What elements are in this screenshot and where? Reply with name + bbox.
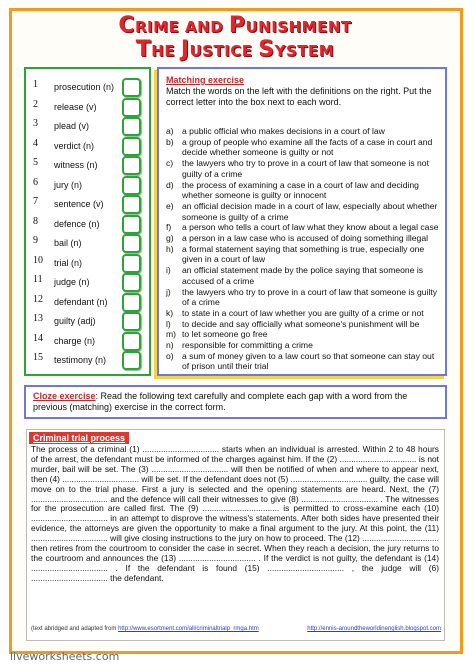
word-label: release (v) — [54, 101, 97, 112]
definition-text: the lawyers who try to prove in a court of law that someone is not guilty of a crime — [182, 158, 429, 179]
word-number: 5 — [33, 157, 38, 168]
word-number: 8 — [33, 215, 38, 227]
word-row — [26, 136, 149, 156]
definition-letter: k) — [166, 307, 174, 318]
title-l2-c: J — [180, 37, 190, 62]
definition-text: a formal statement saying that something is true, especially one given in a court of law — [182, 243, 425, 265]
word-row — [26, 272, 149, 292]
answer-box[interactable] — [122, 215, 141, 234]
trial-paragraph: The process of a criminal (1) ................................. starts when an individual is arrested. Within 2 to 48 hours of the arrest, the defendant must be informed of the charges against him. If the (2) ................................. is not murder, bail will be set. The (3) ................................. will then be notified of when and where to appear next, then (4) ................................. will be set. If the defendant does not (5) ................................. guilty, the case will move on to the trial phase. First a jury is selected and the opening statements are heard. Next, the (7) ................................. and the defence will call their witnesses to give (8) ................................. . The witnesses for the prosecution are called first. The (9) ................................. is permitted to cross-examine each (10) ................................. in an attempt to disprove the witness's statements. After both sides have presented their evidence, the attorneys are given the opportunity to make a final argument to the jury. At this point, the (11) ................................. will give closing instructions to the jury on how to proceed. The (12) ................................. then retires from the courtroom to consider the case in secret. When they reach a decision, the jury returns to the courtroom and announces the (13) ................................. . If the verdict is not guilty, the defendant is (14) ................................. . If the defendant is found (15) ................................. , the judge will (6) ................................. the defendant. — [31, 444, 439, 583]
word-label: testimony (n) — [54, 355, 107, 365]
definition-text: a group of people who examine all the facts of a case in court and decide whether someone is guilty or not — [182, 136, 433, 158]
answer-box[interactable] — [122, 351, 141, 370]
cloze-panel — [24, 385, 447, 419]
site-watermark: liveworksheets.com — [10, 650, 120, 663]
definition-text: a public official who makes decisions in a court of law — [182, 126, 385, 136]
matching-panel — [157, 67, 447, 376]
definition-letter: c) — [166, 158, 174, 169]
word-number: 1 — [33, 79, 38, 90]
word-row — [26, 331, 149, 351]
definition-text: a person who tells a court of law what they know about a legal case — [182, 222, 439, 233]
title-l1-b: RIME AND — [135, 18, 229, 36]
answer-box[interactable] — [122, 254, 141, 273]
definition-item — [166, 137, 442, 158]
title-l1-d: UNISHMENT — [245, 18, 352, 36]
definition-letter: b) — [166, 136, 174, 147]
word-row — [26, 292, 149, 312]
credit-prefix: (text abridged and adapted from — [31, 626, 117, 632]
definition-text: an official decision made in a court of law, especially about whether someone is guilty of a crime — [182, 200, 438, 222]
definition-item — [166, 329, 442, 340]
cloze-heading: Cloze exercise — [33, 391, 96, 401]
title-l2-d: USTICE — [189, 42, 259, 60]
answer-box[interactable] — [122, 156, 141, 175]
definition-text: to let someone go free — [182, 329, 268, 340]
definition-item — [166, 158, 442, 179]
definition-item — [166, 287, 442, 308]
word-number: 9 — [33, 235, 38, 246]
word-row — [26, 175, 149, 195]
word-number: 12 — [33, 293, 43, 305]
definition-letter: g) — [166, 233, 174, 244]
definition-item — [166, 340, 442, 351]
word-number: 7 — [33, 196, 38, 207]
word-list — [24, 67, 151, 376]
definition-text: an official statement made by the police saying that someone is accused of a crime — [182, 265, 424, 286]
word-label: jury (n) — [54, 179, 83, 190]
word-number: 13 — [33, 313, 43, 324]
definition-item — [166, 222, 442, 233]
word-label: defendant (n) — [54, 296, 108, 307]
title-l1-a: C — [118, 13, 135, 38]
answer-box[interactable] — [122, 312, 141, 331]
word-number: 3 — [33, 118, 38, 129]
definition-item — [166, 244, 442, 265]
definition-item — [166, 319, 442, 330]
definition-item — [166, 180, 442, 201]
definition-item — [166, 265, 442, 286]
word-row — [26, 311, 149, 331]
answer-box[interactable] — [122, 117, 141, 136]
definition-letter: a) — [166, 126, 174, 136]
answer-box[interactable] — [122, 234, 141, 253]
word-row — [26, 97, 149, 117]
word-label: verdict (n) — [54, 140, 95, 151]
definition-letter: m) — [166, 329, 177, 340]
definition-text: to decide and say officially what someone's punishment will be — [182, 318, 420, 329]
answer-box[interactable] — [122, 273, 141, 292]
definition-item — [166, 308, 442, 319]
definition-letter: n) — [166, 340, 174, 351]
word-number: 6 — [33, 176, 38, 188]
definition-item — [166, 233, 442, 244]
answer-box[interactable] — [122, 78, 141, 97]
definition-letter: d) — [166, 179, 174, 190]
word-row — [26, 214, 149, 234]
word-label: bail (n) — [54, 238, 82, 248]
credit-link-2[interactable]: http://ennis-aroundtheworldinenglish.blogspot.com — [307, 626, 441, 632]
definition-letter: j) — [166, 286, 171, 297]
word-number: 10 — [33, 254, 43, 266]
word-row — [26, 350, 149, 370]
definition-letter: e) — [166, 200, 174, 211]
trial-panel — [26, 429, 445, 641]
word-label: charge (n) — [54, 335, 96, 346]
word-number: 14 — [33, 332, 43, 344]
word-number: 11 — [33, 274, 43, 285]
word-row — [26, 77, 149, 97]
answer-box[interactable] — [122, 195, 141, 214]
title-l2-a: T — [135, 37, 152, 62]
definition-item — [166, 126, 442, 137]
word-number: 4 — [33, 137, 38, 149]
word-label: trial (n) — [54, 257, 83, 268]
title-l1-c: P — [228, 13, 246, 38]
definition-text: the process of examining a case in a court of law and deciding whether someone is guilty or innocent — [182, 179, 419, 201]
definition-item — [166, 351, 442, 372]
definition-letter: o) — [166, 350, 174, 361]
title-line-2 — [20, 38, 450, 63]
cloze-instructions — [33, 391, 438, 413]
word-row — [26, 155, 149, 175]
title-l2-f: YSTEM — [274, 42, 335, 60]
title-l2-b: HE — [151, 42, 181, 60]
word-row — [26, 194, 149, 214]
word-row — [26, 116, 149, 136]
definition-text: responsible for committing a crime — [182, 340, 313, 351]
title-line-1 — [20, 14, 450, 39]
word-label: prosecution (n) — [54, 82, 115, 92]
word-row — [26, 233, 149, 253]
definition-text: the lawyers who try to prove in a court of law that someone is guilty of a crime — [182, 286, 438, 308]
title-l2-e: S — [258, 37, 275, 62]
word-label: guilty (adj) — [54, 316, 96, 326]
word-label: defence (n) — [54, 218, 100, 229]
definition-letter: f) — [166, 222, 172, 233]
source-credit — [31, 626, 441, 632]
word-label: witness (n) — [54, 160, 98, 170]
definition-letter: l) — [166, 318, 171, 329]
definition-item — [166, 201, 442, 222]
answer-box[interactable] — [122, 293, 141, 312]
word-row — [26, 253, 149, 273]
word-label: judge (n) — [54, 277, 90, 287]
word-number: 2 — [33, 98, 38, 110]
definition-letter: i) — [166, 265, 171, 276]
definition-letter: h) — [166, 243, 174, 254]
cloze-text: : Read the following text carefully and complete each gap with a word from the previous (matching) exercise in the correct form. — [33, 391, 408, 412]
answer-box[interactable] — [122, 98, 141, 117]
word-label: sentence (v) — [54, 199, 104, 209]
answer-box[interactable] — [122, 332, 141, 351]
answer-box[interactable] — [122, 137, 141, 156]
definition-text: to state in a court of law whether you are guilty of a crime or not — [182, 307, 424, 318]
definition-text: a person in a law case who is accused of doing something illegal — [182, 233, 429, 244]
answer-box[interactable] — [122, 176, 141, 195]
word-label: plead (v) — [54, 121, 90, 131]
word-number: 15 — [33, 352, 43, 363]
definitions-list — [166, 126, 442, 372]
matching-instructions: Match the words on the left with the definitions on the right. Put the correct letter into the box next to each word. — [166, 86, 432, 107]
definition-text: a sum of money given to a law court so that someone can stay out of prison until their trial — [182, 350, 435, 372]
credit-link[interactable]: http://www.esortment.com/all/criminaltrialp_rmga.htm — [118, 626, 259, 632]
trial-heading: Criminal trial process — [29, 432, 129, 444]
matching-heading: Matching exercise — [166, 75, 245, 85]
